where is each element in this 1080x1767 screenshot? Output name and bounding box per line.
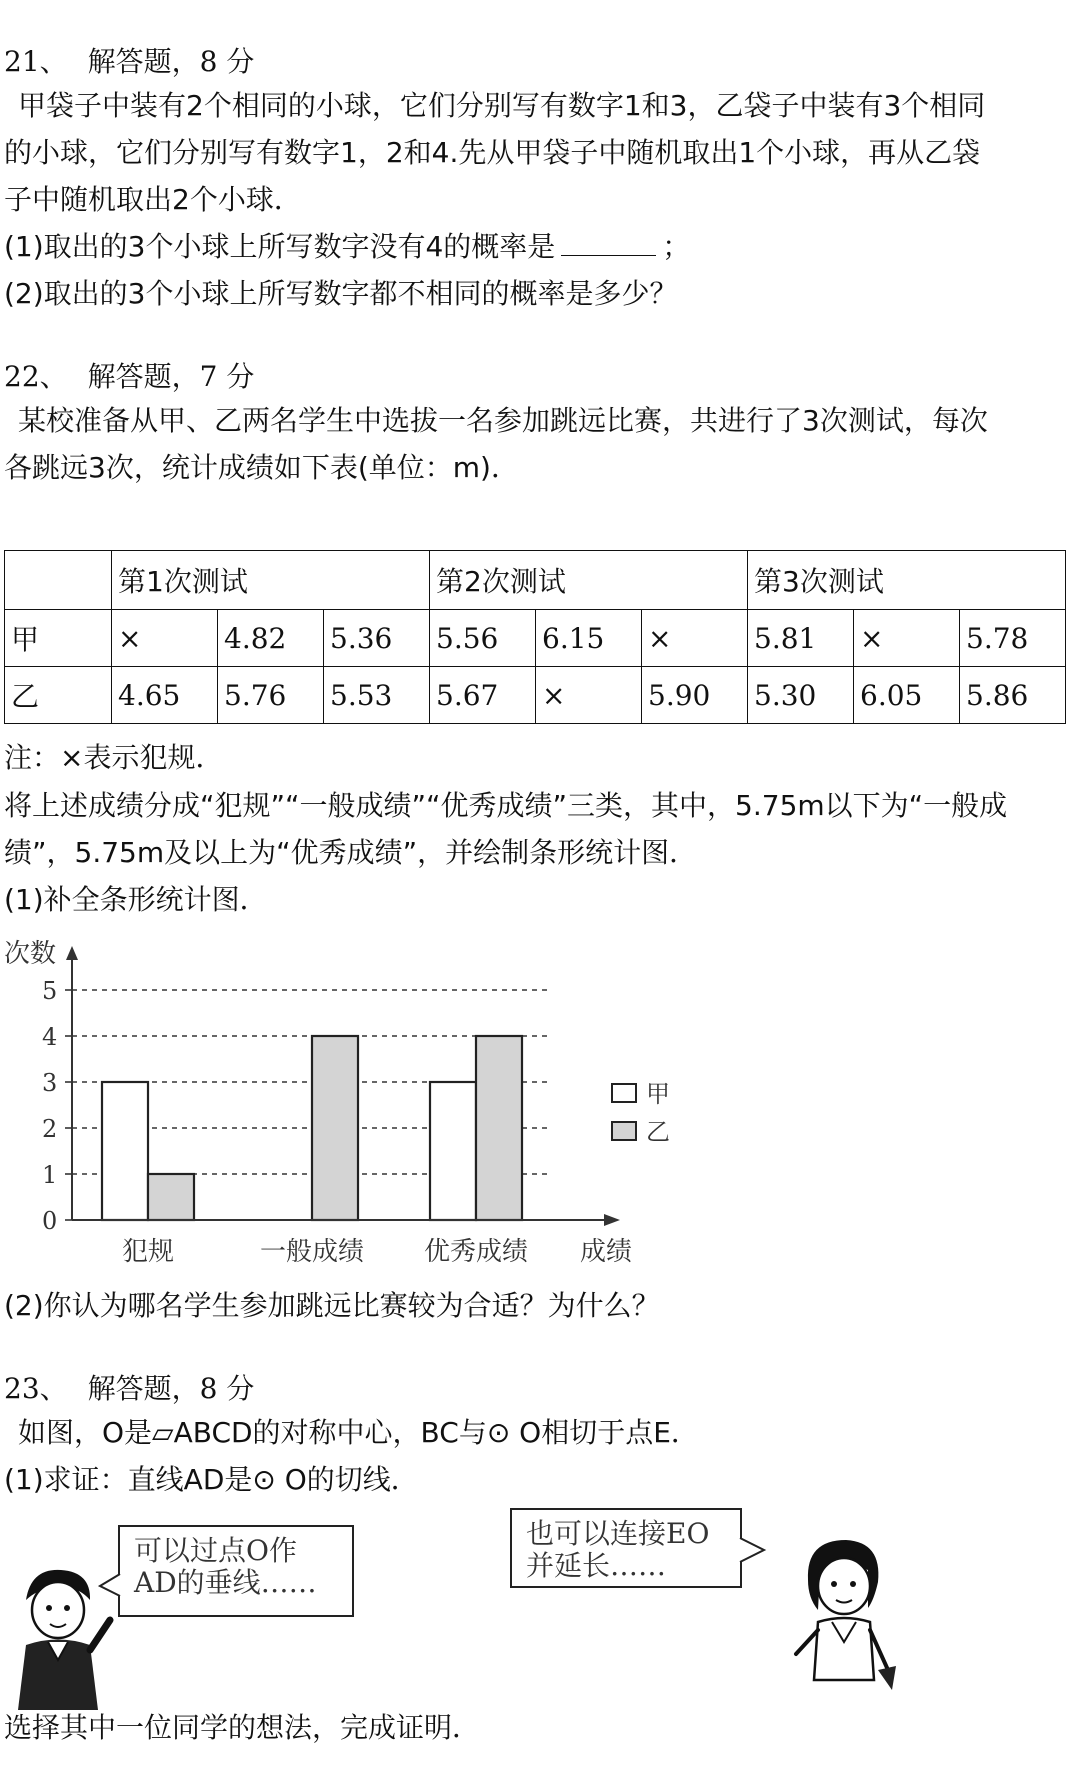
table-row: [5, 610, 1066, 667]
q22-header: [4, 355, 254, 395]
y-tick-label: 5: [42, 977, 58, 1005]
legend: [612, 1080, 670, 1146]
table-cell: ×: [536, 667, 642, 724]
header-test-2: 第2次测试: [430, 551, 748, 610]
table-cell: 5.53: [324, 667, 430, 724]
bar-甲-优秀成绩: [430, 1082, 476, 1220]
q21-line-1: 甲袋子中装有2个相同的小球，它们分别写有数字1和3，乙袋子中装有3个相同: [18, 89, 986, 122]
bubble-right-tail: [738, 1534, 768, 1568]
q22-part-2: (2)你认为哪名学生参加跳远比赛较为合适？为什么？: [4, 1289, 660, 1322]
y-tick-label: 4: [42, 1023, 58, 1051]
speech-bubble-left: [118, 1525, 354, 1617]
y-tick-label: 1: [42, 1161, 58, 1189]
legend-swatch: [612, 1084, 636, 1102]
q21-part-1-end: ；: [662, 230, 691, 263]
q22-part-1: (1)补全条形统计图．: [4, 883, 268, 916]
table-cell: 5.86: [960, 667, 1066, 724]
q23-header: [4, 1367, 254, 1407]
table-cell: 5.90: [642, 667, 748, 724]
legend-label: 甲: [646, 1080, 670, 1108]
table-cell: ×: [112, 610, 218, 667]
bar-chart: [0, 938, 700, 1268]
bar-甲-犯规: [102, 1082, 148, 1220]
q21-type: 解答题，8 分: [87, 45, 255, 78]
table-cell: 4.65: [112, 667, 218, 724]
q21-line-3: 子中随机取出2个小球．: [4, 183, 302, 216]
q22-line-1: 某校准备从甲、乙两名学生中选拔一名参加跳远比赛，共进行了3次测试，每次: [18, 404, 988, 437]
table-corner-cell: [5, 551, 112, 610]
q22-type: 解答题，7 分: [87, 360, 255, 393]
header-test-1: 第1次测试: [112, 551, 430, 610]
table-cell: 5.67: [430, 667, 536, 724]
table-cell: 5.36: [324, 610, 430, 667]
y-tick-label: 2: [42, 1115, 58, 1143]
table-row: [5, 667, 1066, 724]
bar-乙-犯规: [148, 1174, 194, 1220]
x-tick-label: 优秀成绩: [423, 1237, 529, 1267]
y-tick-label: 3: [42, 1069, 58, 1097]
table-cell: 5.78: [960, 610, 1066, 667]
q21-part-2: (2)取出的3个小球上所写数字都不相同的概率是多少？: [4, 277, 678, 310]
q23-type: 解答题，8 分: [87, 1372, 255, 1405]
q22-category-line-1: 将上述成绩分成“犯规”“一般成绩”“优秀成绩”三类，其中，5.75m以下为“一般成: [4, 789, 1008, 822]
row-label-jia: 甲: [5, 610, 112, 667]
row-label-yi: 乙: [5, 667, 112, 724]
y-axis-arrow: [66, 946, 78, 960]
legend-label: 乙: [646, 1118, 670, 1146]
q22-line-2: 各跳远3次，统计成绩如下表(单位：m)．: [4, 451, 519, 484]
bar-乙-一般成绩: [312, 1036, 358, 1220]
table-cell: ×: [642, 610, 748, 667]
table-cell: 5.76: [218, 667, 324, 724]
girl-student-figure: [778, 1530, 908, 1700]
bubble-left-line-1: 可以过点O作: [134, 1534, 297, 1567]
q21-header: [4, 40, 254, 80]
bubble-right-line-1: 也可以连接EO: [526, 1517, 710, 1550]
q22-number: 22、: [4, 360, 68, 393]
table-cell: 5.30: [748, 667, 854, 724]
table-cell: 4.82: [218, 610, 324, 667]
x-axis-arrow: [604, 1214, 620, 1226]
table-cell: 5.56: [430, 610, 536, 667]
bubble-left-line-2: AD的垂线……: [134, 1566, 317, 1599]
legend-swatch: [612, 1122, 636, 1140]
bubble-right-line-2: 并延长……: [526, 1549, 667, 1582]
q21-part-1: [4, 229, 1074, 265]
y-tick-label: 0: [42, 1207, 58, 1235]
header-test-3: 第3次测试: [748, 551, 1066, 610]
table-header-row: [5, 551, 1066, 610]
table-cell: ×: [854, 610, 960, 667]
x-tick-label: 犯规: [121, 1237, 175, 1267]
x-tick-label: 一般成绩: [259, 1237, 365, 1267]
speech-bubble-right: [510, 1508, 742, 1588]
table-cell: 6.15: [536, 610, 642, 667]
bubble-left-tail: [98, 1570, 122, 1600]
table-cell: 5.81: [748, 610, 854, 667]
x-axis-label: 成绩: [580, 1237, 633, 1267]
bar-乙-优秀成绩: [476, 1036, 522, 1220]
q22-category-line-2: 绩”，5.75m及以上为“优秀成绩”，并绘制条形统计图．: [4, 836, 698, 869]
q23-number: 23、: [4, 1372, 68, 1405]
q21-number: 21、: [4, 45, 68, 78]
q23-line-1: 如图，O是▱ABCD的对称中心，BC与⊙ O相切于点E．: [18, 1416, 699, 1449]
q22-note: 注：×表示犯规．: [4, 741, 224, 774]
q23-final-instruction: 选择其中一位同学的想法，完成证明．: [4, 1711, 481, 1744]
answer-blank: [561, 231, 656, 256]
table-cell: 6.05: [854, 667, 960, 724]
q23-part-1: (1)求证：直线AD是⊙ O的切线．: [4, 1463, 419, 1496]
q21-part-1-text: (1)取出的3个小球上所写数字没有4的概率是: [4, 230, 556, 263]
score-table: [4, 550, 1066, 724]
y-axis-label: 次数: [4, 939, 57, 969]
q21-line-2: 的小球，它们分别写有数字1，2和4.先从甲袋子中随机取出1个小球，再从乙袋: [4, 136, 981, 169]
